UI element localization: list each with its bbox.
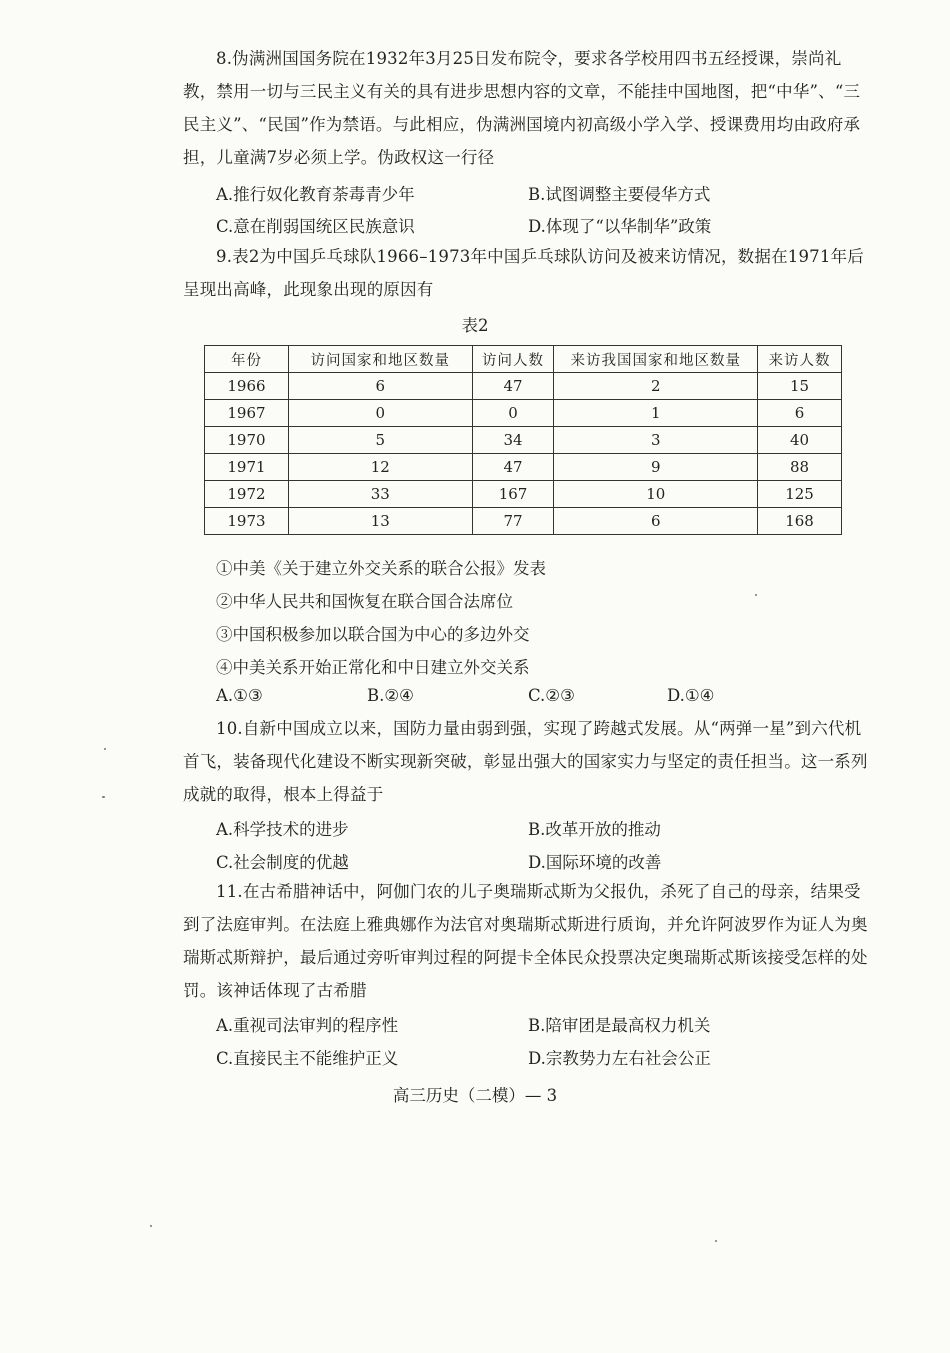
scan-speck [104, 748, 106, 750]
data-table [204, 345, 842, 535]
scan-speck [755, 594, 757, 596]
q11-option-a: A.重视司法审判的程序性 [216, 1016, 399, 1035]
table-cell: 88 [758, 454, 842, 481]
table-header-row [205, 346, 842, 373]
q11-option-b: B.陪审团是最高权力机关 [528, 1016, 711, 1035]
header-visit-countries: 访问国家和地区数量 [288, 346, 472, 373]
table-caption: 表2 [461, 316, 489, 335]
q9-item-1: ①中美《关于建立外交关系的联合公报》发表 [216, 559, 546, 578]
table-cell: 3 [554, 427, 758, 454]
q9-option-b: B.②④ [367, 686, 414, 705]
table-cell: 34 [472, 427, 554, 454]
scan-speck [150, 1225, 152, 1227]
q10-option-c: C.社会制度的优越 [216, 853, 349, 872]
table-cell: 47 [472, 454, 554, 481]
header-visit-people: 访问人数 [472, 346, 554, 373]
table-cell: 13 [288, 508, 472, 535]
q9-option-c: C.②③ [528, 686, 575, 705]
q9-item-2: ②中华人民共和国恢复在联合国合法席位 [216, 592, 513, 611]
table-cell: 77 [472, 508, 554, 535]
table-row [205, 481, 842, 508]
q9-item-4: ④中美关系开始正常化和中日建立外交关系 [216, 658, 530, 677]
q9-option-d: D.①④ [667, 686, 715, 705]
table-cell: 0 [472, 400, 554, 427]
q11-stem: 11.在古希腊神话中，阿伽门农的儿子奥瑞斯忒斯为父报仇，杀死了自己的母亲，结果受到了法庭审判。在法庭上雅典娜作为法官对奥瑞斯忒斯进行质询，并允许阿波罗作为证人为奥瑞斯忒斯辩护，最后通过旁听审判过程的阿提卡全体民众投票决定奥瑞斯忒斯该接受怎样的处罚。该神话体现了古希腊 [183, 882, 868, 1000]
q9-item-3: ③中国积极参加以联合国为中心的多边外交 [216, 625, 530, 644]
table-cell: 1966 [205, 373, 289, 400]
table-cell: 168 [758, 508, 842, 535]
table-cell: 125 [758, 481, 842, 508]
table-cell: 1972 [205, 481, 289, 508]
header-incoming-countries: 来访我国国家和地区数量 [554, 346, 758, 373]
table-row [205, 454, 842, 481]
table-cell: 1 [554, 400, 758, 427]
table-cell: 47 [472, 373, 554, 400]
q8-stem: 8.伪满洲国国务院在1932年3月25日发布院令，要求各学校用四书五经授课，崇尚礼教，禁用一切与三民主义有关的具有进步思想内容的文章，不能挂中国地图，把“中华”、“三民主义”、“民国”作为禁语。与此相应，伪满洲国境内初高级小学入学、授课费用均由政府承担，儿童满7岁必须上学。伪政权这一行径 [183, 49, 861, 167]
table-cell: 33 [288, 481, 472, 508]
table-cell: 1973 [205, 508, 289, 535]
table-cell: 12 [288, 454, 472, 481]
q11-option-c: C.直接民主不能维护正义 [216, 1049, 399, 1068]
table-cell: 6 [288, 373, 472, 400]
q10-stem: 10.自新中国成立以来，国防力量由弱到强，实现了跨越式发展。从“两弹一星”到六代机首飞，装备现代化建设不断实现新突破，彰显出强大的国家实力与坚定的责任担当。这一系列成就的取得，根本上得益于 [183, 719, 868, 804]
q9-stem: 9.表2为中国乒乓球队1966–1973年中国乒乓球队访问及被来访情况，数据在1971年后呈现出高峰，此现象出现的原因有 [183, 247, 864, 299]
q10-option-b: B.改革开放的推动 [528, 820, 661, 839]
q9-option-a: A.①③ [216, 686, 263, 705]
table-cell: 40 [758, 427, 842, 454]
q8-option-d: D.体现了“以华制华”政策 [528, 217, 712, 236]
table-row [205, 508, 842, 535]
q8-option-c: C.意在削弱国统区民族意识 [216, 217, 415, 236]
table-cell: 1971 [205, 454, 289, 481]
table-cell: 1967 [205, 400, 289, 427]
table-cell: 6 [554, 508, 758, 535]
table-cell: 6 [758, 400, 842, 427]
table-cell: 10 [554, 481, 758, 508]
scan-speck [102, 796, 105, 798]
header-incoming-people: 来访人数 [758, 346, 842, 373]
table-cell: 167 [472, 481, 554, 508]
page-footer: 高三历史（二模）— 3 [392, 1086, 558, 1105]
table-cell: 15 [758, 373, 842, 400]
q10-option-a: A.科学技术的进步 [216, 820, 349, 839]
table-cell: 1970 [205, 427, 289, 454]
table-cell: 5 [288, 427, 472, 454]
table-row [205, 427, 842, 454]
table-row [205, 373, 842, 400]
header-year: 年份 [205, 346, 289, 373]
table-cell: 0 [288, 400, 472, 427]
q11-option-d: D.宗教势力左右社会公正 [528, 1049, 711, 1068]
table-row [205, 400, 842, 427]
scan-speck [715, 1240, 717, 1242]
table-cell: 2 [554, 373, 758, 400]
q10-option-d: D.国际环境的改善 [528, 853, 662, 872]
q8-option-b: B.试图调整主要侵华方式 [528, 185, 711, 204]
table-cell: 9 [554, 454, 758, 481]
q8-option-a: A.推行奴化教育荼毒青少年 [216, 185, 415, 204]
